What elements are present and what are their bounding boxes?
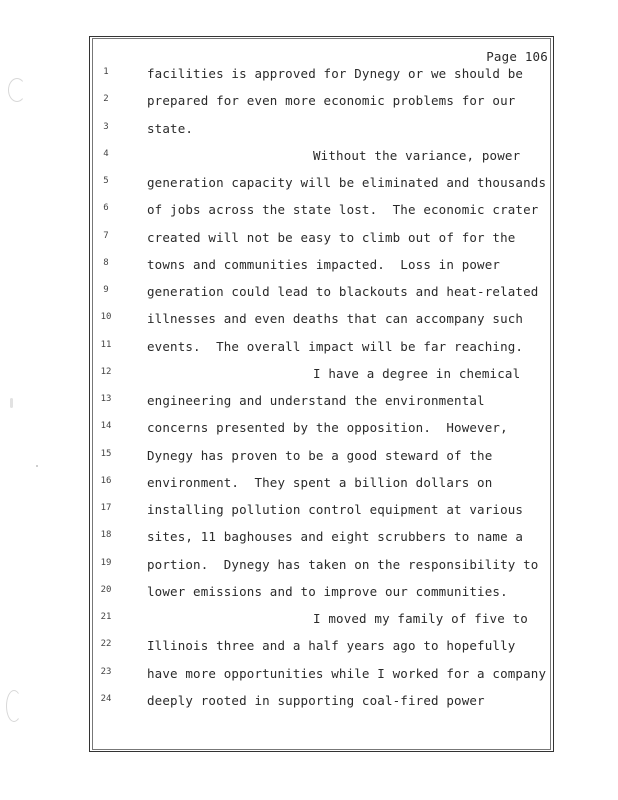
transcript-line (0, 198, 618, 225)
line-number: 23 (100, 666, 112, 677)
line-text: I have a degree in chemical (313, 365, 521, 381)
transcript-line (0, 689, 618, 716)
line-number: 16 (100, 475, 112, 486)
page-number: Page 106 (486, 49, 548, 64)
line-number: 3 (103, 121, 109, 132)
transcript-line (0, 498, 618, 525)
line-text: engineering and understand the environmental (147, 393, 485, 408)
line-number: 7 (103, 230, 109, 241)
transcript-lines (0, 62, 618, 716)
transcript-line (0, 307, 618, 334)
transcript-line (0, 525, 618, 552)
line-number: 8 (103, 257, 109, 268)
transcript-line (0, 117, 618, 144)
transcript-line (0, 226, 618, 253)
line-text: environment. They spent a billion dollars on (147, 474, 493, 490)
transcript-line (0, 62, 618, 89)
line-text: prepared for even more economic problems for our (147, 93, 516, 109)
line-text: installing pollution control equipment at various (147, 502, 524, 517)
line-number: 22 (100, 639, 112, 650)
line-number: 5 (103, 176, 109, 186)
transcript-line (0, 607, 618, 634)
line-text: illnesses and even deaths that can accompany such (147, 311, 524, 327)
line-text: lower emissions and to improve our communities. (147, 583, 508, 599)
transcript-line (0, 634, 618, 661)
line-number: 12 (100, 366, 112, 377)
line-number: 13 (100, 394, 112, 404)
transcript-line (0, 335, 618, 362)
line-number: 6 (103, 203, 109, 214)
line-number: 19 (100, 557, 112, 568)
line-number: 15 (100, 448, 112, 459)
line-text: Illinois three and a half years ago to hopefully (147, 638, 516, 654)
line-text: of jobs across the state lost. The economic crater (147, 202, 539, 218)
line-text: sites, 11 baghouses and eight scrubbers to name a (147, 529, 524, 545)
line-number: 9 (103, 285, 109, 295)
line-text: generation could lead to blackouts and heat-related (147, 284, 539, 299)
line-text: I moved my family of five to (313, 611, 528, 626)
line-number: 4 (103, 148, 109, 159)
line-number: 2 (103, 94, 109, 105)
transcript-line (0, 362, 618, 389)
line-text: generation capacity will be eliminated and thousands (147, 175, 547, 190)
line-number: 17 (100, 503, 112, 513)
transcript-line (0, 416, 618, 443)
line-number: 14 (100, 421, 112, 432)
transcript-line (0, 89, 618, 116)
transcript-line (0, 471, 618, 498)
transcript-line (0, 389, 618, 416)
line-text: state. (147, 120, 194, 136)
line-text: created will not be easy to climb out of for the (147, 229, 516, 245)
transcript-line (0, 553, 618, 580)
line-text: portion. Dynegy has taken on the responsibility to (147, 556, 539, 572)
line-text: events. The overall impact will be far reaching. (147, 338, 524, 354)
line-text: towns and communities impacted. Loss in power (147, 256, 501, 272)
line-number: 10 (100, 312, 112, 323)
line-text: deeply rooted in supporting coal-fired power (147, 692, 485, 708)
line-number: 1 (103, 67, 109, 77)
transcript-line (0, 580, 618, 607)
line-number: 20 (100, 584, 112, 595)
line-number: 18 (100, 530, 112, 541)
transcript-line (0, 144, 618, 171)
transcript-line (0, 280, 618, 307)
line-number: 21 (100, 612, 112, 622)
line-number: 24 (100, 693, 112, 704)
transcript-line (0, 253, 618, 280)
transcript-line (0, 444, 618, 471)
line-text: have more opportunities while I worked for a company (147, 665, 547, 681)
line-text: Dynegy has proven to be a good steward of the (147, 447, 493, 463)
transcript-line (0, 171, 618, 198)
line-text: Without the variance, power (313, 147, 521, 163)
line-text: facilities is approved for Dynegy or we should be (147, 66, 524, 81)
transcript-line (0, 662, 618, 689)
line-text: concerns presented by the opposition. However, (147, 420, 508, 436)
line-number: 11 (100, 339, 112, 350)
